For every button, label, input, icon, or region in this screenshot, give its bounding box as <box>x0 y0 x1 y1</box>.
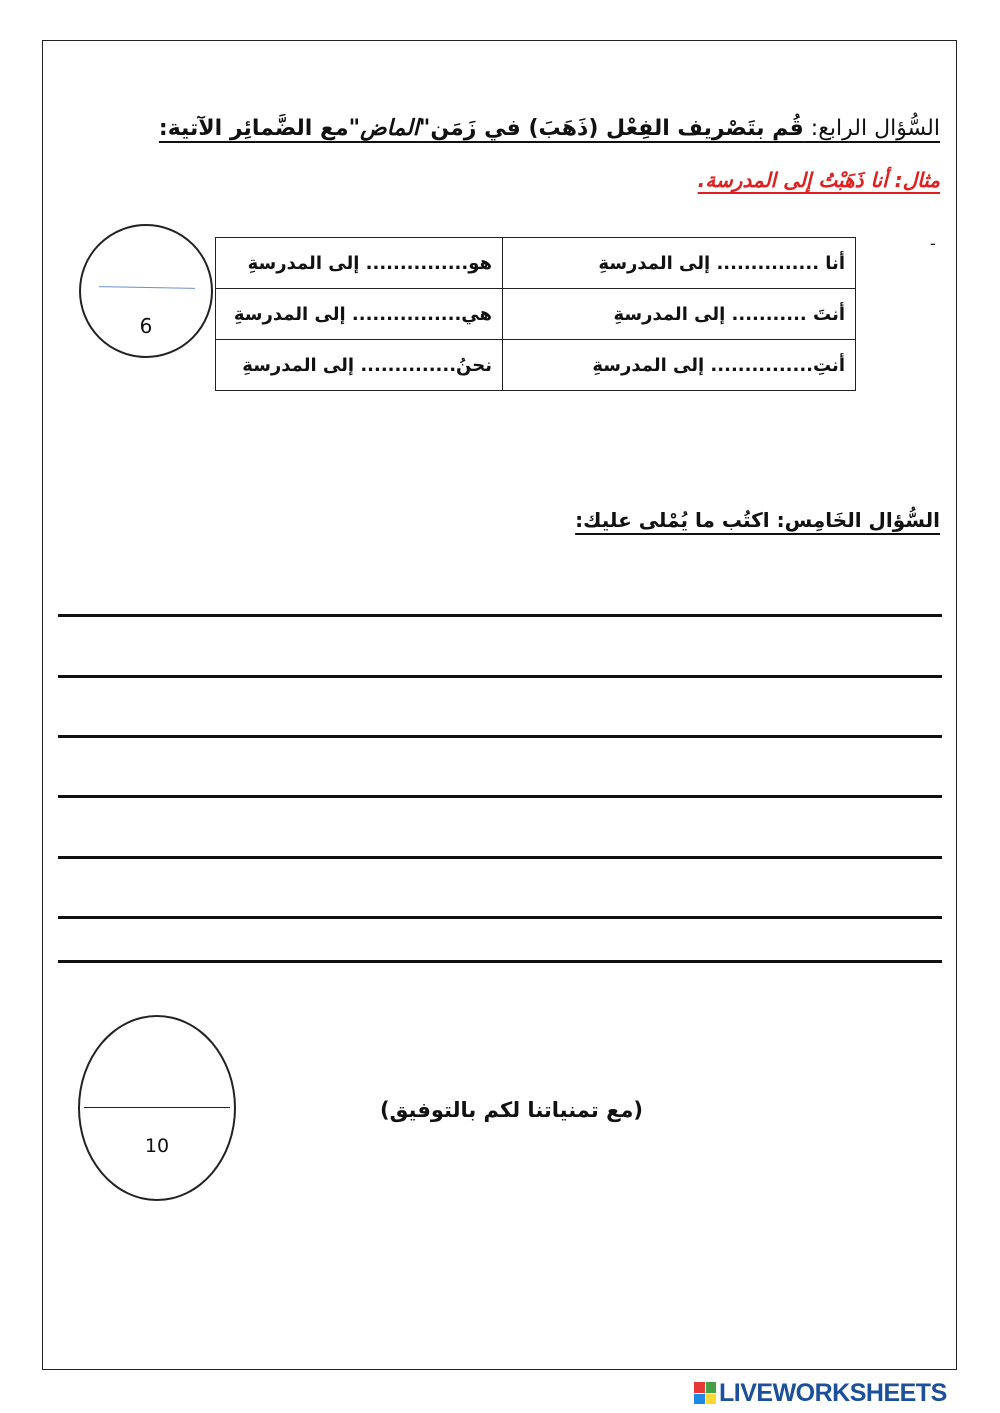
writing-line[interactable] <box>58 795 942 798</box>
conjugation-cell[interactable]: نحنُ.............. إلى المدرسةِ <box>216 340 503 391</box>
closing-wishes: (مع تمنياتنا لكم بالتوفيق) <box>380 1098 644 1122</box>
score-total: 10 <box>144 1135 170 1157</box>
conjugation-table <box>215 237 856 391</box>
liveworksheets-logo <box>694 1380 947 1406</box>
logo-square <box>694 1394 705 1405</box>
logo-square <box>706 1382 717 1393</box>
liveworksheets-icon <box>694 1382 716 1404</box>
logo-square <box>694 1382 705 1393</box>
list-dash: - <box>930 234 936 253</box>
question4-instruction-b: "مع الضَّمائِر الآتية: <box>158 116 361 141</box>
logo-square <box>706 1394 717 1405</box>
writing-line[interactable] <box>58 960 942 963</box>
table-row <box>216 289 856 340</box>
writing-line[interactable] <box>58 735 942 738</box>
question4-example: مثال: أنا ذَهَبْتُ إلى المدرسة. <box>697 168 940 192</box>
conjugation-cell[interactable]: أنتِ............... إلى المدرسةِ <box>503 340 856 391</box>
question4-prefix: السُّؤال الرابع: <box>803 116 940 141</box>
question5-title: السُّؤال الخَامِس: اكتُب ما يُمْلى عليك: <box>575 508 940 532</box>
conjugation-cell[interactable]: أنتَ ........... إلى المدرسةِ <box>503 289 856 340</box>
brand-name: LIVEWORKSHEETS <box>719 1378 947 1407</box>
conjugation-cell[interactable]: هو............... إلى المدرسةِ <box>216 238 503 289</box>
writing-line[interactable] <box>58 856 942 859</box>
score-circle-q4 <box>79 224 213 358</box>
table-row <box>216 340 856 391</box>
conjugation-cell[interactable]: أنا ............... إلى المدرسةِ <box>503 238 856 289</box>
question4-title <box>159 116 940 141</box>
writing-line[interactable] <box>58 675 942 678</box>
score-divider <box>84 1107 230 1108</box>
question4-tense: الماض <box>360 116 419 141</box>
question4-instruction-a: قُم بتَصْريف الفِعْل (ذَهَبَ) في زَمَن" <box>418 116 804 141</box>
writing-line[interactable] <box>58 614 942 617</box>
score-divider <box>99 286 195 289</box>
table-row <box>216 238 856 289</box>
writing-line[interactable] <box>58 916 942 919</box>
score-circle-q5 <box>78 1015 236 1201</box>
score-total: 6 <box>139 314 153 338</box>
conjugation-cell[interactable]: هي................ إلى المدرسةِ <box>216 289 503 340</box>
